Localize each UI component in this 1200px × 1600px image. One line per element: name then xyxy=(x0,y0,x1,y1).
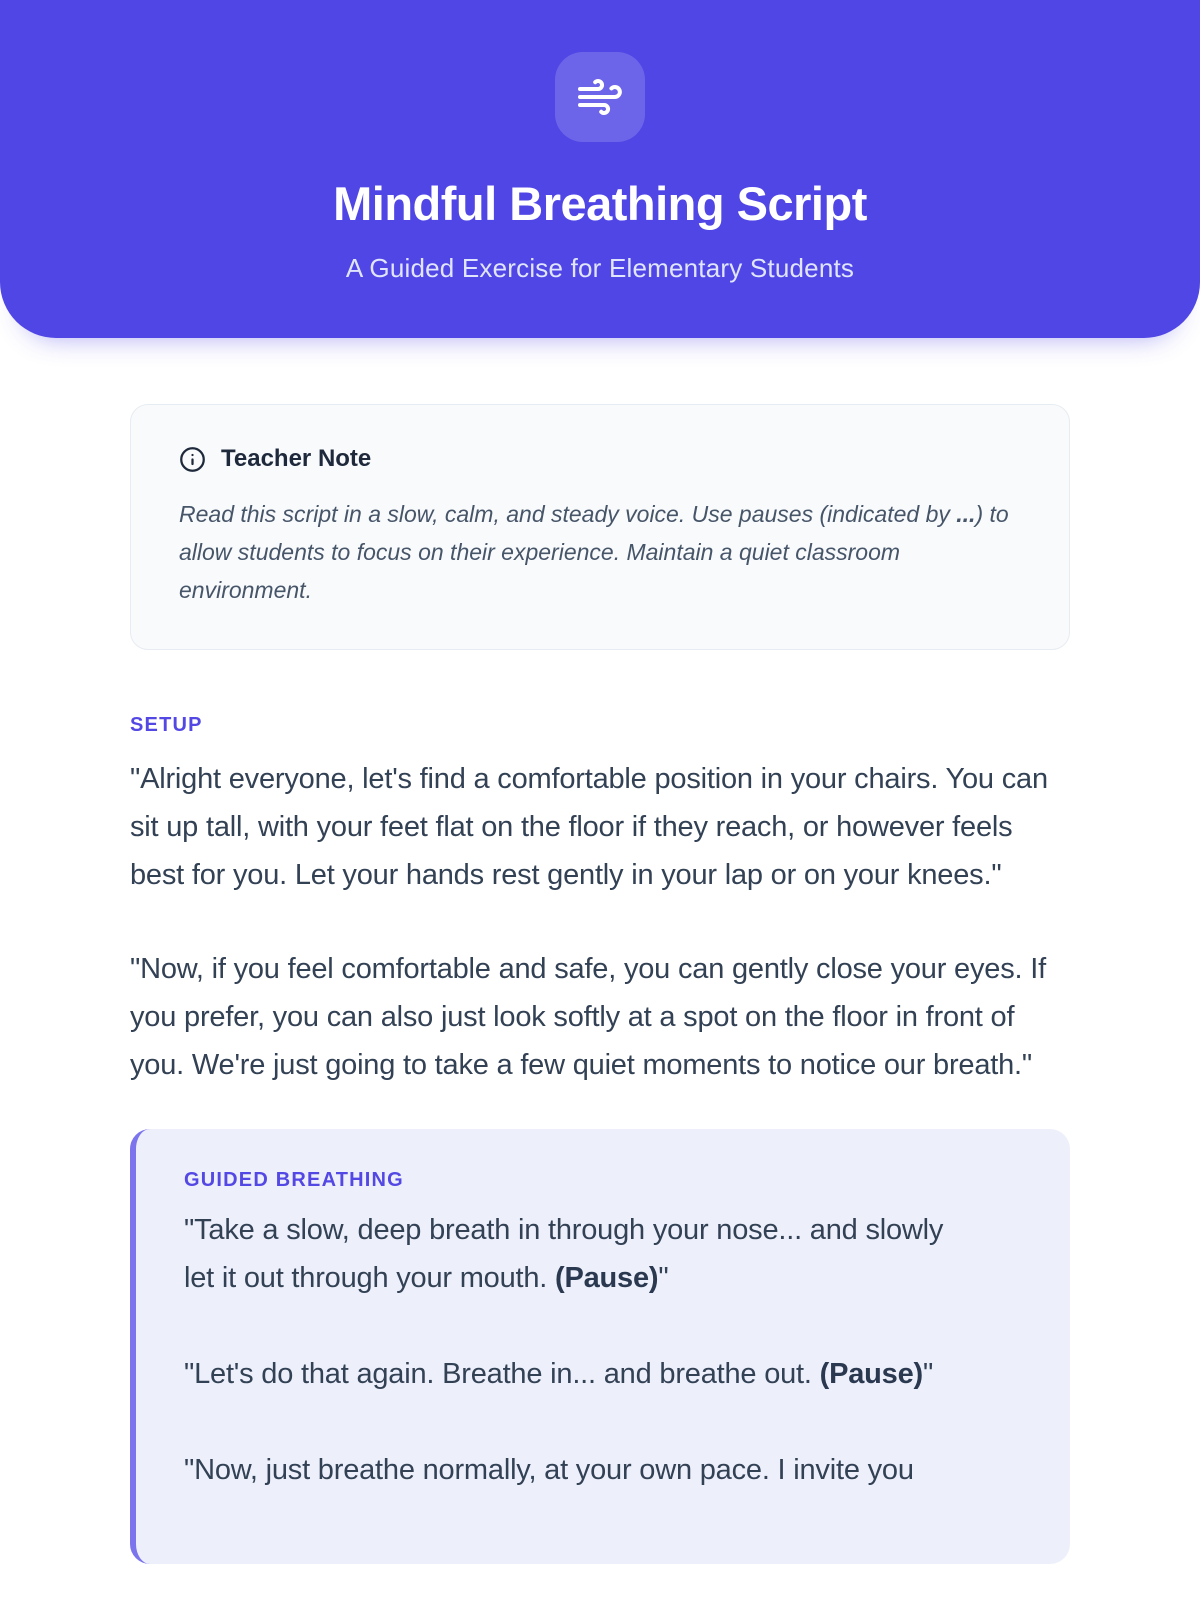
page-header xyxy=(0,0,1200,338)
setup-paragraph-2: "Now, if you feel comfortable and safe, you can gently close your eyes. If you prefer, you can also just look softly at a spot on the floor in front of you. We're just going to take a few quiet moments to notice our breath." xyxy=(130,953,1046,1081)
info-icon xyxy=(179,446,206,473)
teacher-note-heading xyxy=(179,445,1021,473)
setup-paragraph-1: "Alright everyone, let's find a comfortable position in your chairs. You can sit up tall, with your feet flat on the floor if they reach, or however feels best for you. Let your hands rest gently in your lap or on your knees." xyxy=(130,763,1048,891)
teacher-note-card xyxy=(130,404,1070,650)
teacher-note-title: Teacher Note xyxy=(221,445,372,472)
wind-icon xyxy=(576,73,624,121)
guided-breathing-paragraph-1: "Take a slow, deep breath in through your nose... and slowly let it out through your mouth. (Pause)" xyxy=(184,1214,944,1294)
document-body xyxy=(130,404,1070,1564)
page-subtitle: A Guided Exercise for Elementary Students xyxy=(345,253,855,283)
header-icon-badge xyxy=(555,52,645,142)
teacher-note-text: Read this script in a slow, calm, and steady voice. Use pauses (indicated by ...) to allow students to focus on their experience. Maintain a quiet classroom environment. xyxy=(179,501,1009,603)
page-title: Mindful Breathing Script xyxy=(333,177,867,230)
guided-breathing-section-label: GUIDED BREATHING xyxy=(184,1169,404,1191)
guided-breathing-card xyxy=(130,1129,1070,1564)
guided-breathing-paragraph-2: "Let's do that again. Breathe in... and breathe out. (Pause)" xyxy=(184,1358,934,1390)
guided-breathing-paragraph-3: "Now, just breathe normally, at your own pace. I invite you xyxy=(184,1454,914,1486)
setup-section-label: SETUP xyxy=(130,714,203,736)
